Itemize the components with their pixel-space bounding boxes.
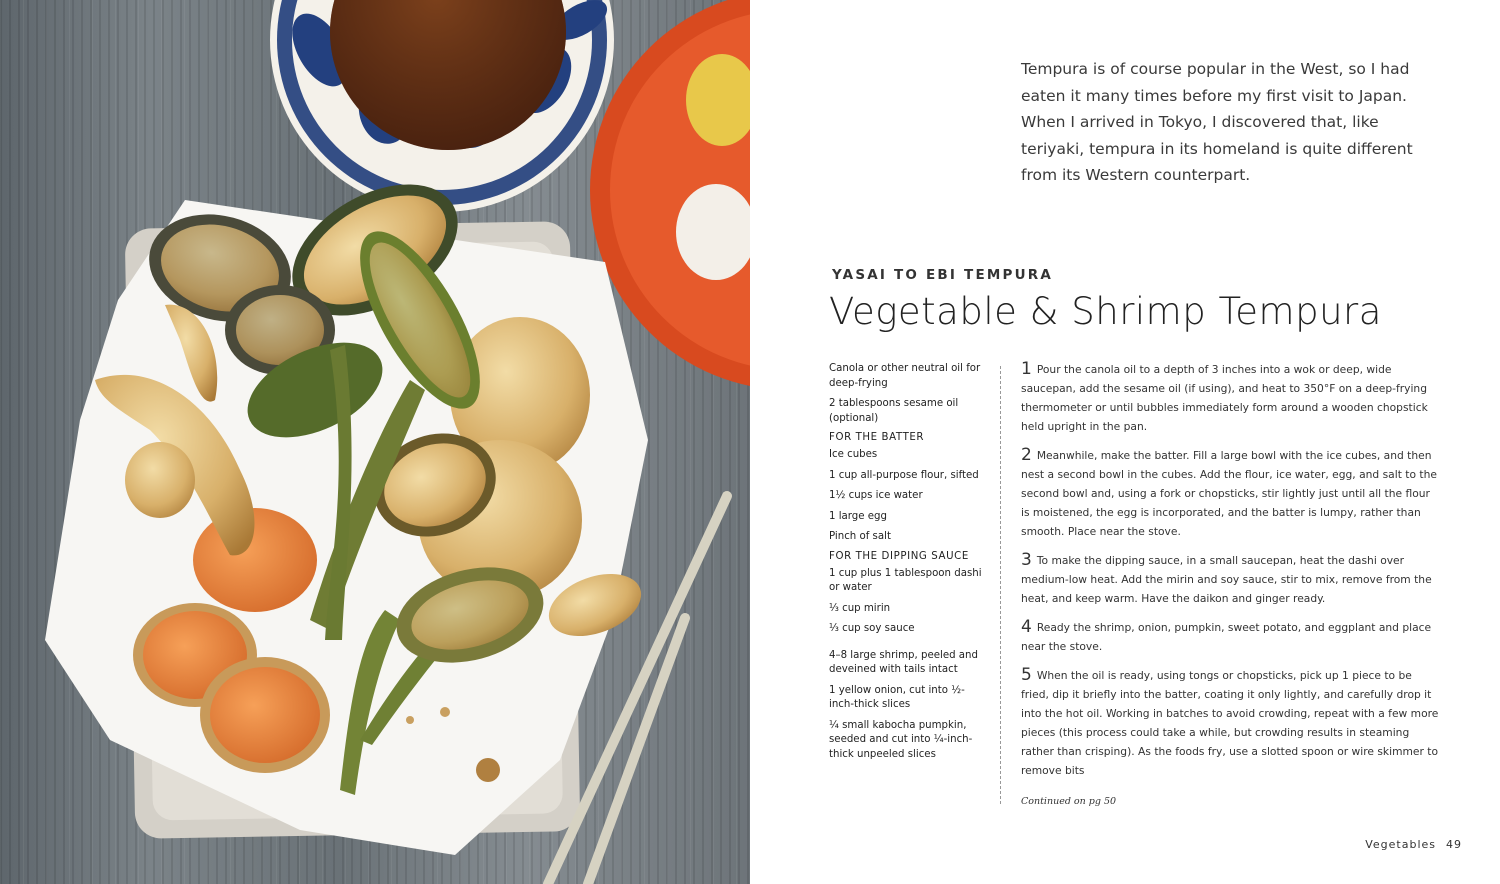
section-name: Vegetables (1365, 838, 1436, 851)
step-text: To make the dipping sauce, in a small saucepan, heat the dashi over medium-low heat. Add the mirin and soy sauce, stir to mix, remove from the heat, and keep warm. Have the daikon and ginger ready. (1021, 554, 1432, 605)
recipe-japanese-name: YASAI TO EBI TEMPURA (832, 267, 1054, 283)
step-text: When the oil is ready, using tongs or chopsticks, pick up 1 piece to be fried, dip it briefly into the batter, coating it only lightly, and carefully drop it into the hot oil. Working in batches to avoid crowding, repeat with a few more pieces (this process could take a while, but crowding results in steaming rather than crisping). As the foods fry, use a slotted spoon or wire skimmer to remove bits (1021, 669, 1439, 777)
recipe-title: Vegetable & Shrimp Tempura (829, 290, 1382, 333)
column-divider (1000, 366, 1001, 804)
step-5 (1021, 666, 1439, 780)
ingredient-item: ¼ small kabocha pumpkin, seeded and cut into ¼-inch-thick unpeeled slices (829, 719, 973, 760)
step-text: Meanwhile, make the batter. Fill a large bowl with the ice cubes, and then nest a second bowl in the cubes. Add the flour, ice water, egg, and salt to the second bowl and, using a fork or chopsticks, stir lightly just until all the flour is moistened, the egg is incorporated, and the batter is lumpy, rather than smooth. Place near the stove. (1021, 449, 1437, 538)
recipe-page (750, 0, 1500, 884)
ingredient-item: ⅓ cup mirin (829, 602, 891, 614)
ingredient-item: Pinch of salt (829, 531, 891, 542)
step-3 (1021, 551, 1439, 608)
page-footer (1365, 838, 1462, 851)
step-1 (1021, 360, 1439, 436)
step-2 (1021, 446, 1439, 541)
ingredient-item: 1 yellow onion, cut into ½-inch-thick slices (829, 684, 965, 710)
sauce-bowl (270, 0, 614, 212)
ingredient-item: 1 cup all-purpose flour, sifted (829, 469, 979, 481)
ingredient-item: 1 cup plus 1 tablespoon dashi or water (829, 567, 982, 593)
ingredient-item: 4–8 large shrimp, peeled and deveined with tails intact (829, 649, 978, 675)
ingredients-list (829, 362, 987, 768)
step-text: Pour the canola oil to a depth of 3 inches into a wok or deep, wide saucepan, add the sesame oil (if using), and heat to 350°F on a deep-frying thermometer or until bubbles immediately form around a wooden chopstick held upright in the pan. (1021, 363, 1428, 433)
step-number: 5 (1021, 665, 1032, 685)
step-text: Ready the shrimp, onion, pumpkin, sweet potato, and eggplant and place near the stove. (1021, 621, 1432, 653)
step-4 (1021, 618, 1439, 656)
step-number: 1 (1021, 359, 1032, 379)
step-number: 4 (1021, 617, 1032, 637)
method-steps (1021, 360, 1439, 790)
batter-heading: FOR THE BATTER (829, 432, 925, 443)
page-number: 49 (1446, 838, 1462, 851)
ingredient-item: ⅓ cup soy sauce (829, 623, 915, 634)
ingredient-item: 2 tablespoons sesame oil (optional) (829, 398, 959, 424)
dipping-sauce-heading: FOR THE DIPPING SAUCE (829, 550, 969, 562)
ingredient-item: Ice cubes (829, 449, 878, 460)
ingredient-item: 1½ cups ice water (829, 490, 923, 501)
step-number: 2 (1021, 445, 1032, 465)
step-number: 3 (1021, 550, 1032, 570)
intro-paragraph: Tempura is of course popular in the West, so I had eaten it many times before my first visit to Japan. When I arrived in Tokyo, I discovered that, like teriyaki, tempura in its homeland is quite different from its Western counterpart. (1021, 60, 1413, 184)
ingredient-item: Canola or other neutral oil for deep-frying (829, 363, 981, 389)
ingredient-item: 1 large egg (829, 510, 887, 522)
continued-note: Continued on pg 50 (1021, 796, 1117, 807)
